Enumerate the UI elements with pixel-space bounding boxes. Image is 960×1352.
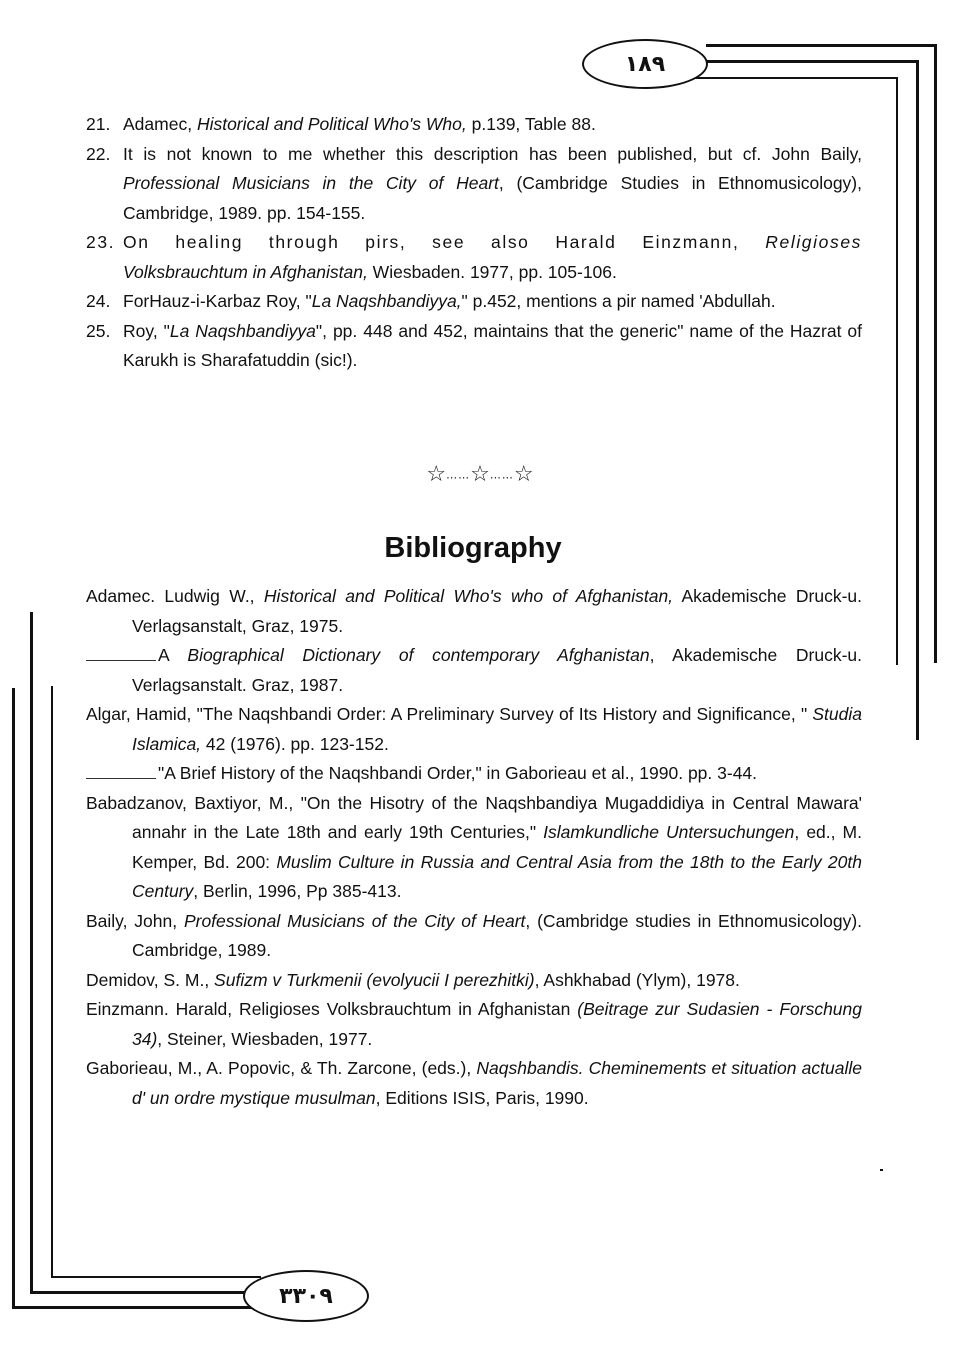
footnote-item: [86, 110, 862, 140]
footnote-item: [86, 140, 862, 229]
star-icon: ☆: [426, 462, 447, 487]
text-run: , Steiner, Wiesbaden, 1977.: [157, 1028, 373, 1049]
bibliography-entry: [86, 907, 862, 966]
text-run: On healing through pirs, see also Harald Einzmann,: [123, 232, 766, 252]
same-author-dash: [86, 778, 156, 779]
text-run: Gaborieau, M., A. Popovic, & Th. Zarcone, (eds.),: [86, 1058, 477, 1078]
italic-title: Historical and Political Who's Who,: [196, 114, 467, 134]
text-run: ForHauz-i-Karbaz Roy, ": [123, 291, 312, 311]
stray-mark: [880, 1169, 883, 1171]
italic-title: Historical and Political Who's who of Afghanistan,: [263, 586, 674, 606]
bibliography-entry: [86, 1054, 862, 1113]
text-run: , ed., M. Kemper, Bd. 200:: [132, 822, 862, 872]
text-run: " p.452, mentions a pir named 'Abdullah.: [461, 291, 776, 311]
footnote-item: [86, 287, 862, 317]
text-run: Roy, ": [123, 320, 170, 341]
footnotes: [86, 110, 862, 376]
frame-left-inner-line: [51, 686, 53, 1278]
bibliography-entry: [86, 582, 862, 641]
star-icon: ☆: [513, 462, 534, 487]
footnote-item: [86, 317, 862, 376]
star-icon: ☆: [470, 462, 490, 487]
italic-title: Professional Musicians of the City of Heart: [183, 910, 526, 931]
page-number-bottom-text: ٣٣٠٩: [279, 1283, 333, 1309]
frame-right-inner-line: [896, 77, 898, 665]
frame-bottom-outer-line: [12, 1306, 252, 1309]
text-run: 42 (1976). pp. 123-152.: [201, 733, 389, 754]
text-run: Akademische Druck-u. Verlagsanstalt, Graz, 1975.: [132, 586, 863, 636]
bibliography-list: [86, 582, 862, 1113]
text-run: p.139, Table 88.: [466, 114, 596, 134]
text-run: Einzmann. Harald, Religioses Volksbrauchtum in Afghanistan: [86, 999, 578, 1019]
same-author-dash: [86, 660, 156, 661]
text-run: Demidov, S. M.,: [86, 969, 215, 990]
italic-title: Naqshbandis. Cheminements et situation actualle d' un ordre mystique musulman: [132, 1058, 862, 1108]
italic-title: (Beitrage zur Sudasien - Forschung 34): [132, 999, 863, 1049]
separator-dots: ……: [446, 468, 471, 482]
text-run: Baily, John,: [86, 910, 184, 931]
italic-title: Studia Islamica,: [132, 704, 862, 754]
text-run: ", pp. 448 and 452, maintains that the generic" name of the Hazrat of Karukh is Sharafatuddin (sic!).: [123, 320, 863, 370]
text-run: , Editions ISIS, Paris, 1990.: [375, 1087, 589, 1108]
text-run: Adamec,: [123, 114, 197, 134]
separator-dots: ……: [489, 468, 514, 482]
text-run: , (Cambridge studies in Ethnomusicology). Cambridge, 1989.: [132, 910, 863, 960]
text-run: Babadzanov, Baxtiyor, M., "On the Hisotry of the Naqshbandiya Mugaddidiya in Central Mawara' annahr in the Late 18th and early 19th Centuries,": [86, 792, 862, 842]
frame-top-inner-line: [694, 77, 898, 79]
text-run: "A Brief History of the Naqshbandi Order," in Gaborieau et al., 1990. pp. 3-44.: [158, 763, 758, 783]
footnote-number: 22.: [86, 143, 111, 164]
bibliography-entry: [86, 641, 862, 700]
italic-title: Sufizm v Turkmenii (evolyucii I perezhitki): [214, 969, 535, 990]
frame-bottom-inner-line: [51, 1276, 261, 1278]
frame-right-outer-line: [934, 44, 937, 663]
bibliography-entry: [86, 789, 862, 907]
italic-title: Professional Musicians in the City of Heart: [123, 173, 499, 193]
frame-right-middle-line: [916, 60, 919, 740]
frame-top-outer-line: [706, 44, 937, 47]
text-run: Algar, Hamid, "The Naqshbandi Order: A Preliminary Survey of Its History and Significance, ": [86, 704, 813, 724]
bibliography-heading: Bibliography: [384, 532, 562, 564]
italic-title: Muslim Culture in Russia and Central Asia from the 18th to the Early 20th Century: [132, 851, 862, 901]
footnote-number: 25.: [86, 320, 111, 341]
bibliography-entry: [86, 966, 862, 996]
frame-left-middle-line: [30, 612, 33, 1294]
text-run: , Akademische Druck-u. Verlagsanstalt. Graz, 1987.: [132, 645, 862, 695]
bibliography-entry: [86, 995, 862, 1054]
text-run: , Ashkhabad (Ylym), 1978.: [534, 969, 740, 990]
page-number-top-text: ١٨٩: [624, 51, 666, 77]
italic-title: Biographical Dictionary of contemporary Afghanistan: [187, 645, 650, 665]
footnote-number: 24.: [86, 291, 111, 311]
text-run: , Berlin, 1996, Pp 385-413.: [193, 881, 402, 901]
page-number-bottom: [243, 1270, 369, 1322]
italic-title: Islamkundliche Untersuchungen: [543, 822, 795, 842]
page-number-top: [582, 39, 708, 89]
frame-bottom-middle-line: [30, 1291, 250, 1294]
frame-left-outer-line: [12, 688, 15, 1309]
italic-title: La Naqshbandiyya: [169, 320, 316, 341]
text-run: It is not known to me whether this description has been published, but cf. John Baily,: [123, 143, 862, 164]
text-run: Wiesbaden. 1977, pp. 105-106.: [367, 261, 617, 282]
text-run: Adamec. Ludwig W.,: [86, 586, 264, 606]
text-run: A: [158, 645, 188, 665]
star-separator: [0, 462, 960, 487]
italic-title: Religioses: [765, 232, 862, 252]
bibliography-entry: [86, 700, 862, 759]
italic-title: La Naqshbandiyya,: [311, 291, 462, 311]
footnote-number: 21.: [86, 114, 111, 134]
bibliography-entry: [86, 759, 862, 789]
italic-title: Volksbrauchtum in Afghanistan,: [123, 261, 368, 282]
text-run: , (Cambridge Studies in Ethnomusicology), Cambridge, 1989. pp. 154-155.: [123, 173, 862, 223]
frame-top-middle-line: [706, 60, 919, 63]
footnote-item: [86, 228, 862, 287]
footnote-number: 23.: [86, 232, 116, 252]
